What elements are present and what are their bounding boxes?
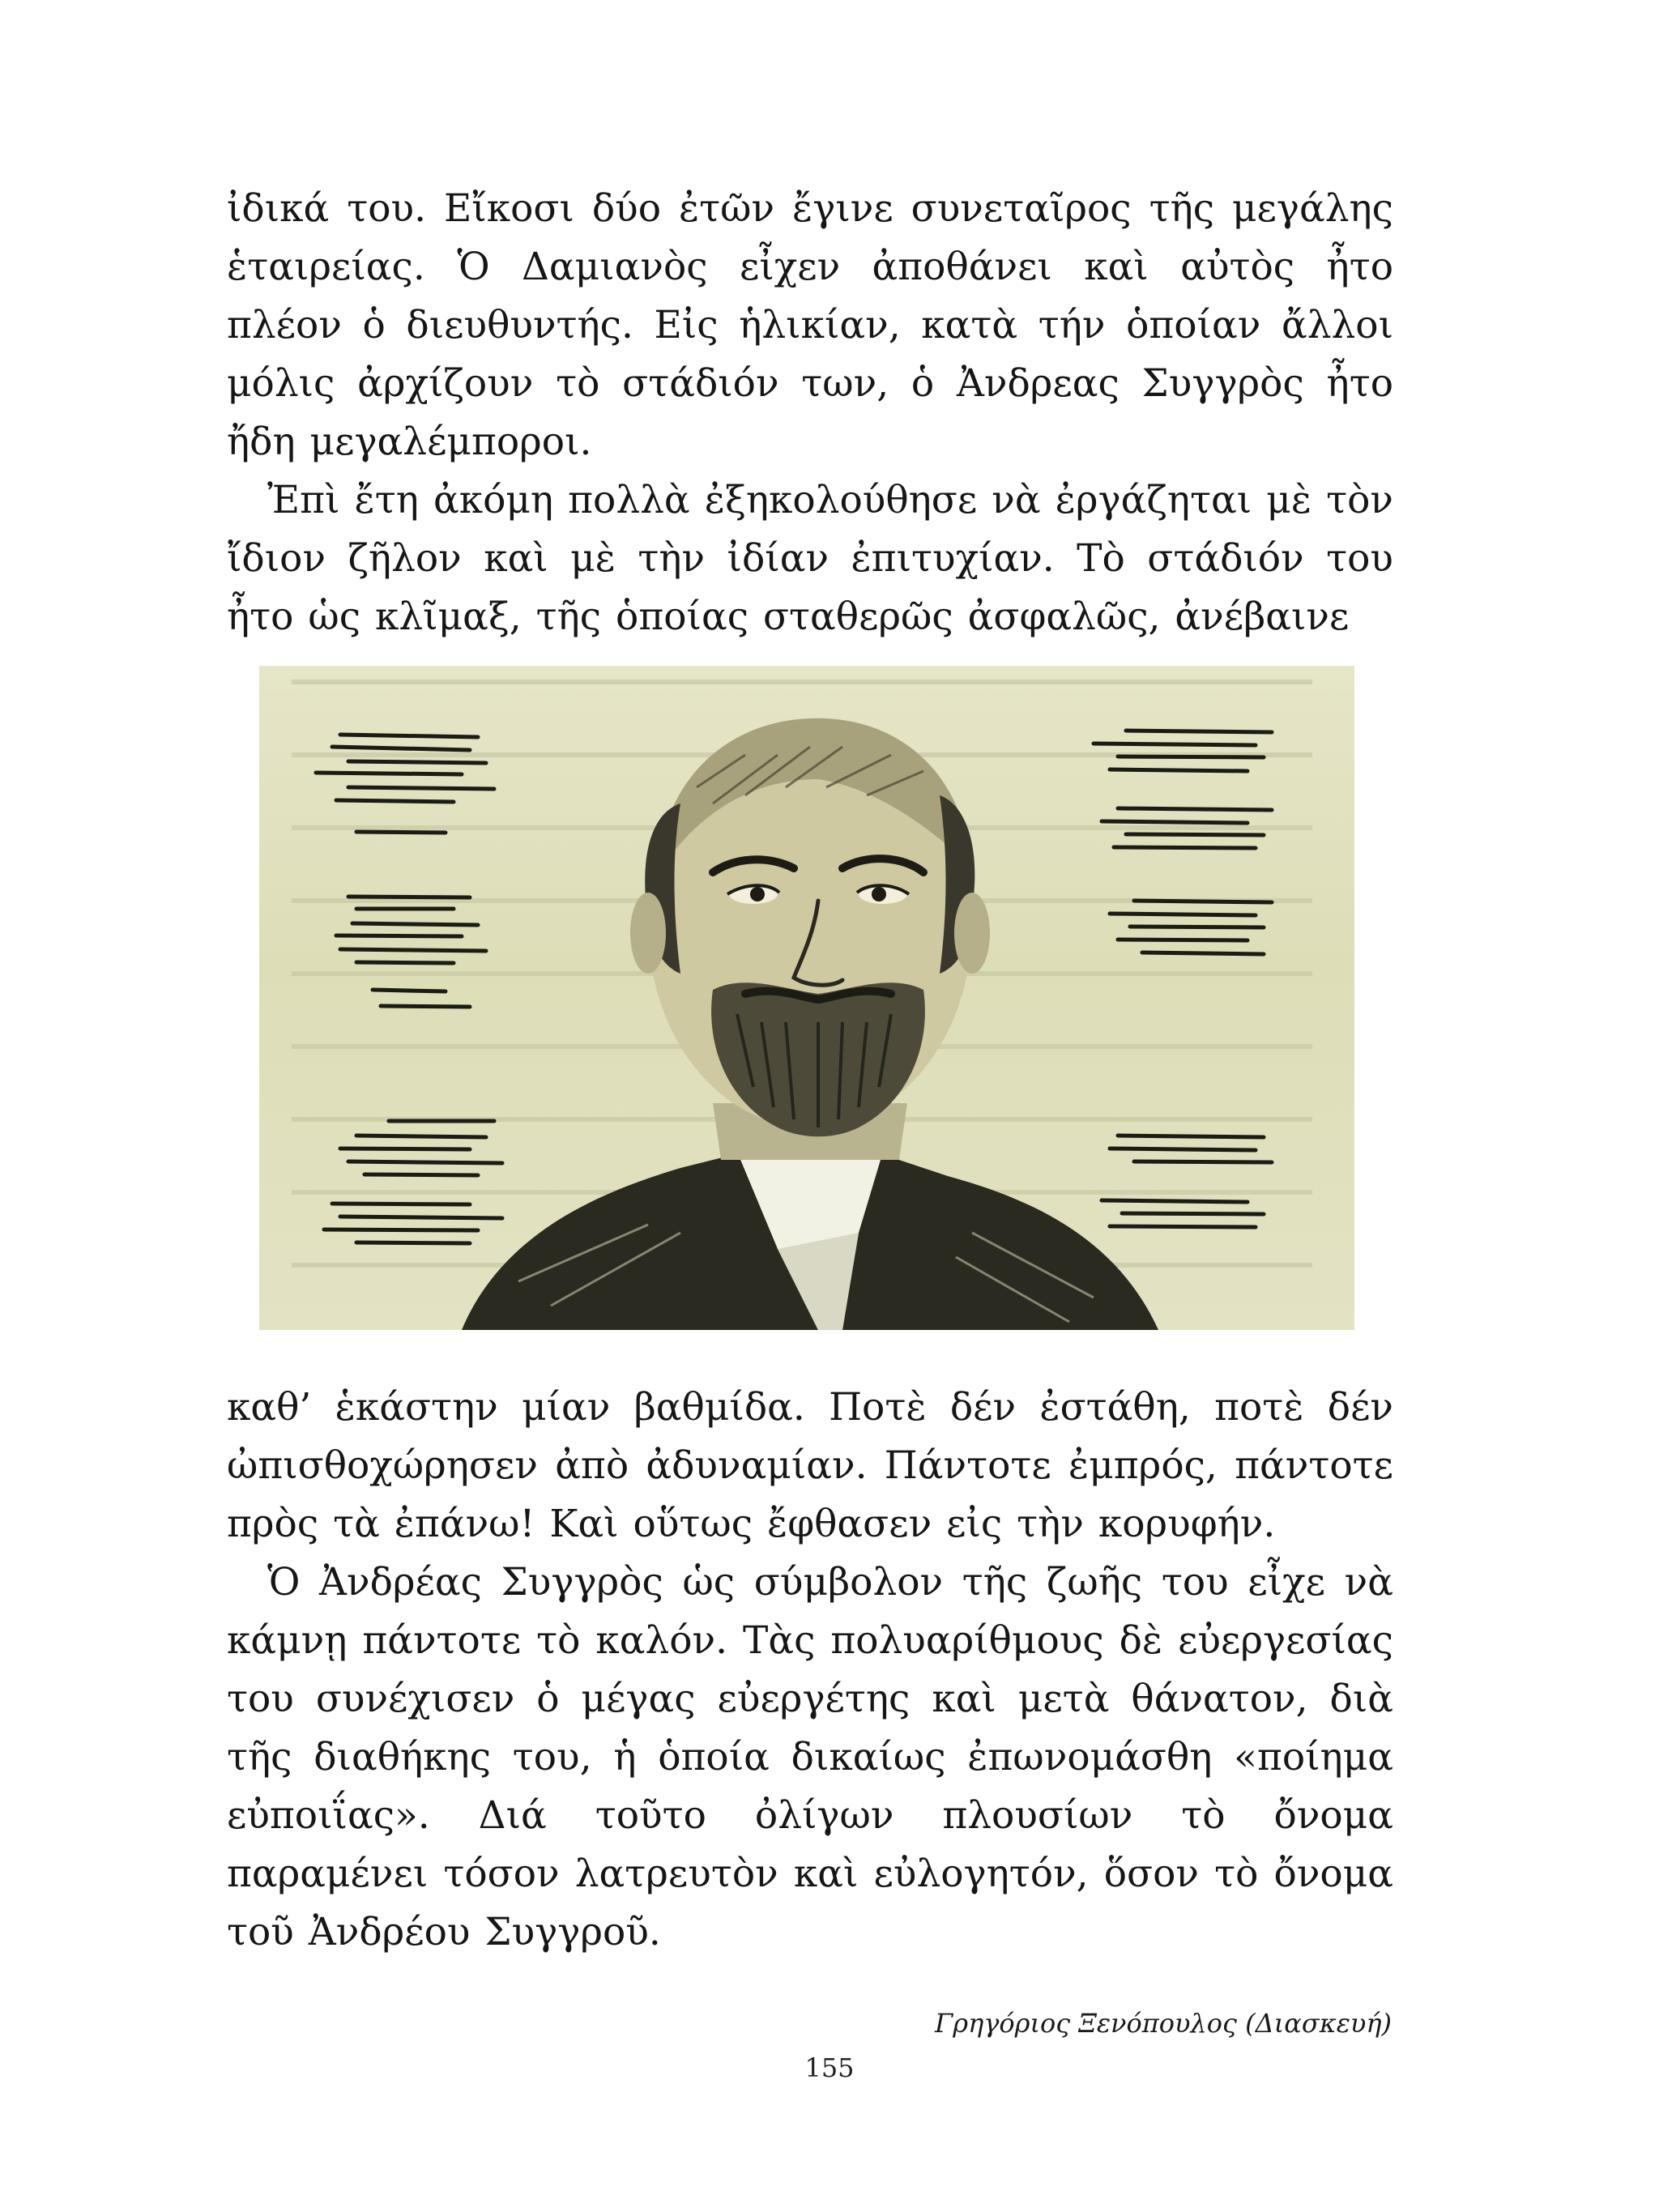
engraved-portrait	[259, 666, 1354, 1330]
paragraph: Ὁ Ἀνδρέας Συγγρὸς ὡς σύμβολον τῆς ζωῆς του εἶχε νὰ κάμνῃ πάντοτε τὸ καλόν. Τὰς πολυαρίθμους δὲ εὐεργεσίας του συνέχισεν ὁ μέγας εὐεργέτης καὶ μετὰ θάνατον, διὰ τῆς διαθήκης του, ἡ ὁποία δικαίως ἐπωνομάσθη «ποίημα εὐποιΐας». Διά τοῦτο ὀλίγων πλουσίων τὸ ὄνομα παραμένει τόσον λατρευτὸν καὶ εὐλογητόν, ὅσον τὸ ὄνομα τοῦ Ἀνδρέου Συγγροῦ.	[227, 1560, 1393, 1954]
portrait-illustration	[259, 666, 1354, 1330]
paragraph: καθ’ ἑκάστην μίαν βαθμίδα. Ποτὲ δέν ἐστάθη, ποτὲ δέν ὠπισθοχώρησεν ἀπὸ ἀδυναμίαν. Πάντοτε ἐμπρός, πάντοτε πρὸς τὰ ἐπάνω! Καὶ οὕτως ἔφθασεν εἰς τὴν κορυφήν.	[227, 1385, 1393, 1546]
page-number: 155	[804, 2052, 855, 2083]
text-block-bottom	[227, 1379, 1393, 1962]
paragraph: ἰδικά του. Εἴκοσι δύο ἐτῶν ἔγινε συνεταῖρος τῆς μεγάλης ἑταιρείας. Ὁ Δαμιανὸς εἶχεν ἀποθάνει καὶ αὐτὸς ἦτο πλέον ὁ διευθυντής. Εἰς ἡλικίαν, κατὰ τήν ὁποίαν ἄλλοι μόλις ἀρχίζουν τὸ στάδιόν των, ὁ Ἀνδρεας Συγγρὸς ἦτο ἤδη μεγαλέμποροι.	[227, 186, 1393, 464]
text-block-top	[227, 180, 1393, 646]
paragraph: Ἐπὶ ἔτη ἀκόμη πολλὰ ἐξηκολούθησε νὰ ἐργάζηται μὲ τὸν ἴδιον ζῆλον καὶ μὲ τὴν ἰδίαν ἐπιτυχίαν. Τὸ στάδιόν του ἦτο ὡς κλῖμαξ, τῆς ὁποίας σταθερῶς ἀσφαλῶς, ἀνέβαινε	[227, 478, 1393, 639]
author-attribution: Γρηγόριος Ξενόπουλος (Διασκευή)	[935, 2008, 1392, 2039]
